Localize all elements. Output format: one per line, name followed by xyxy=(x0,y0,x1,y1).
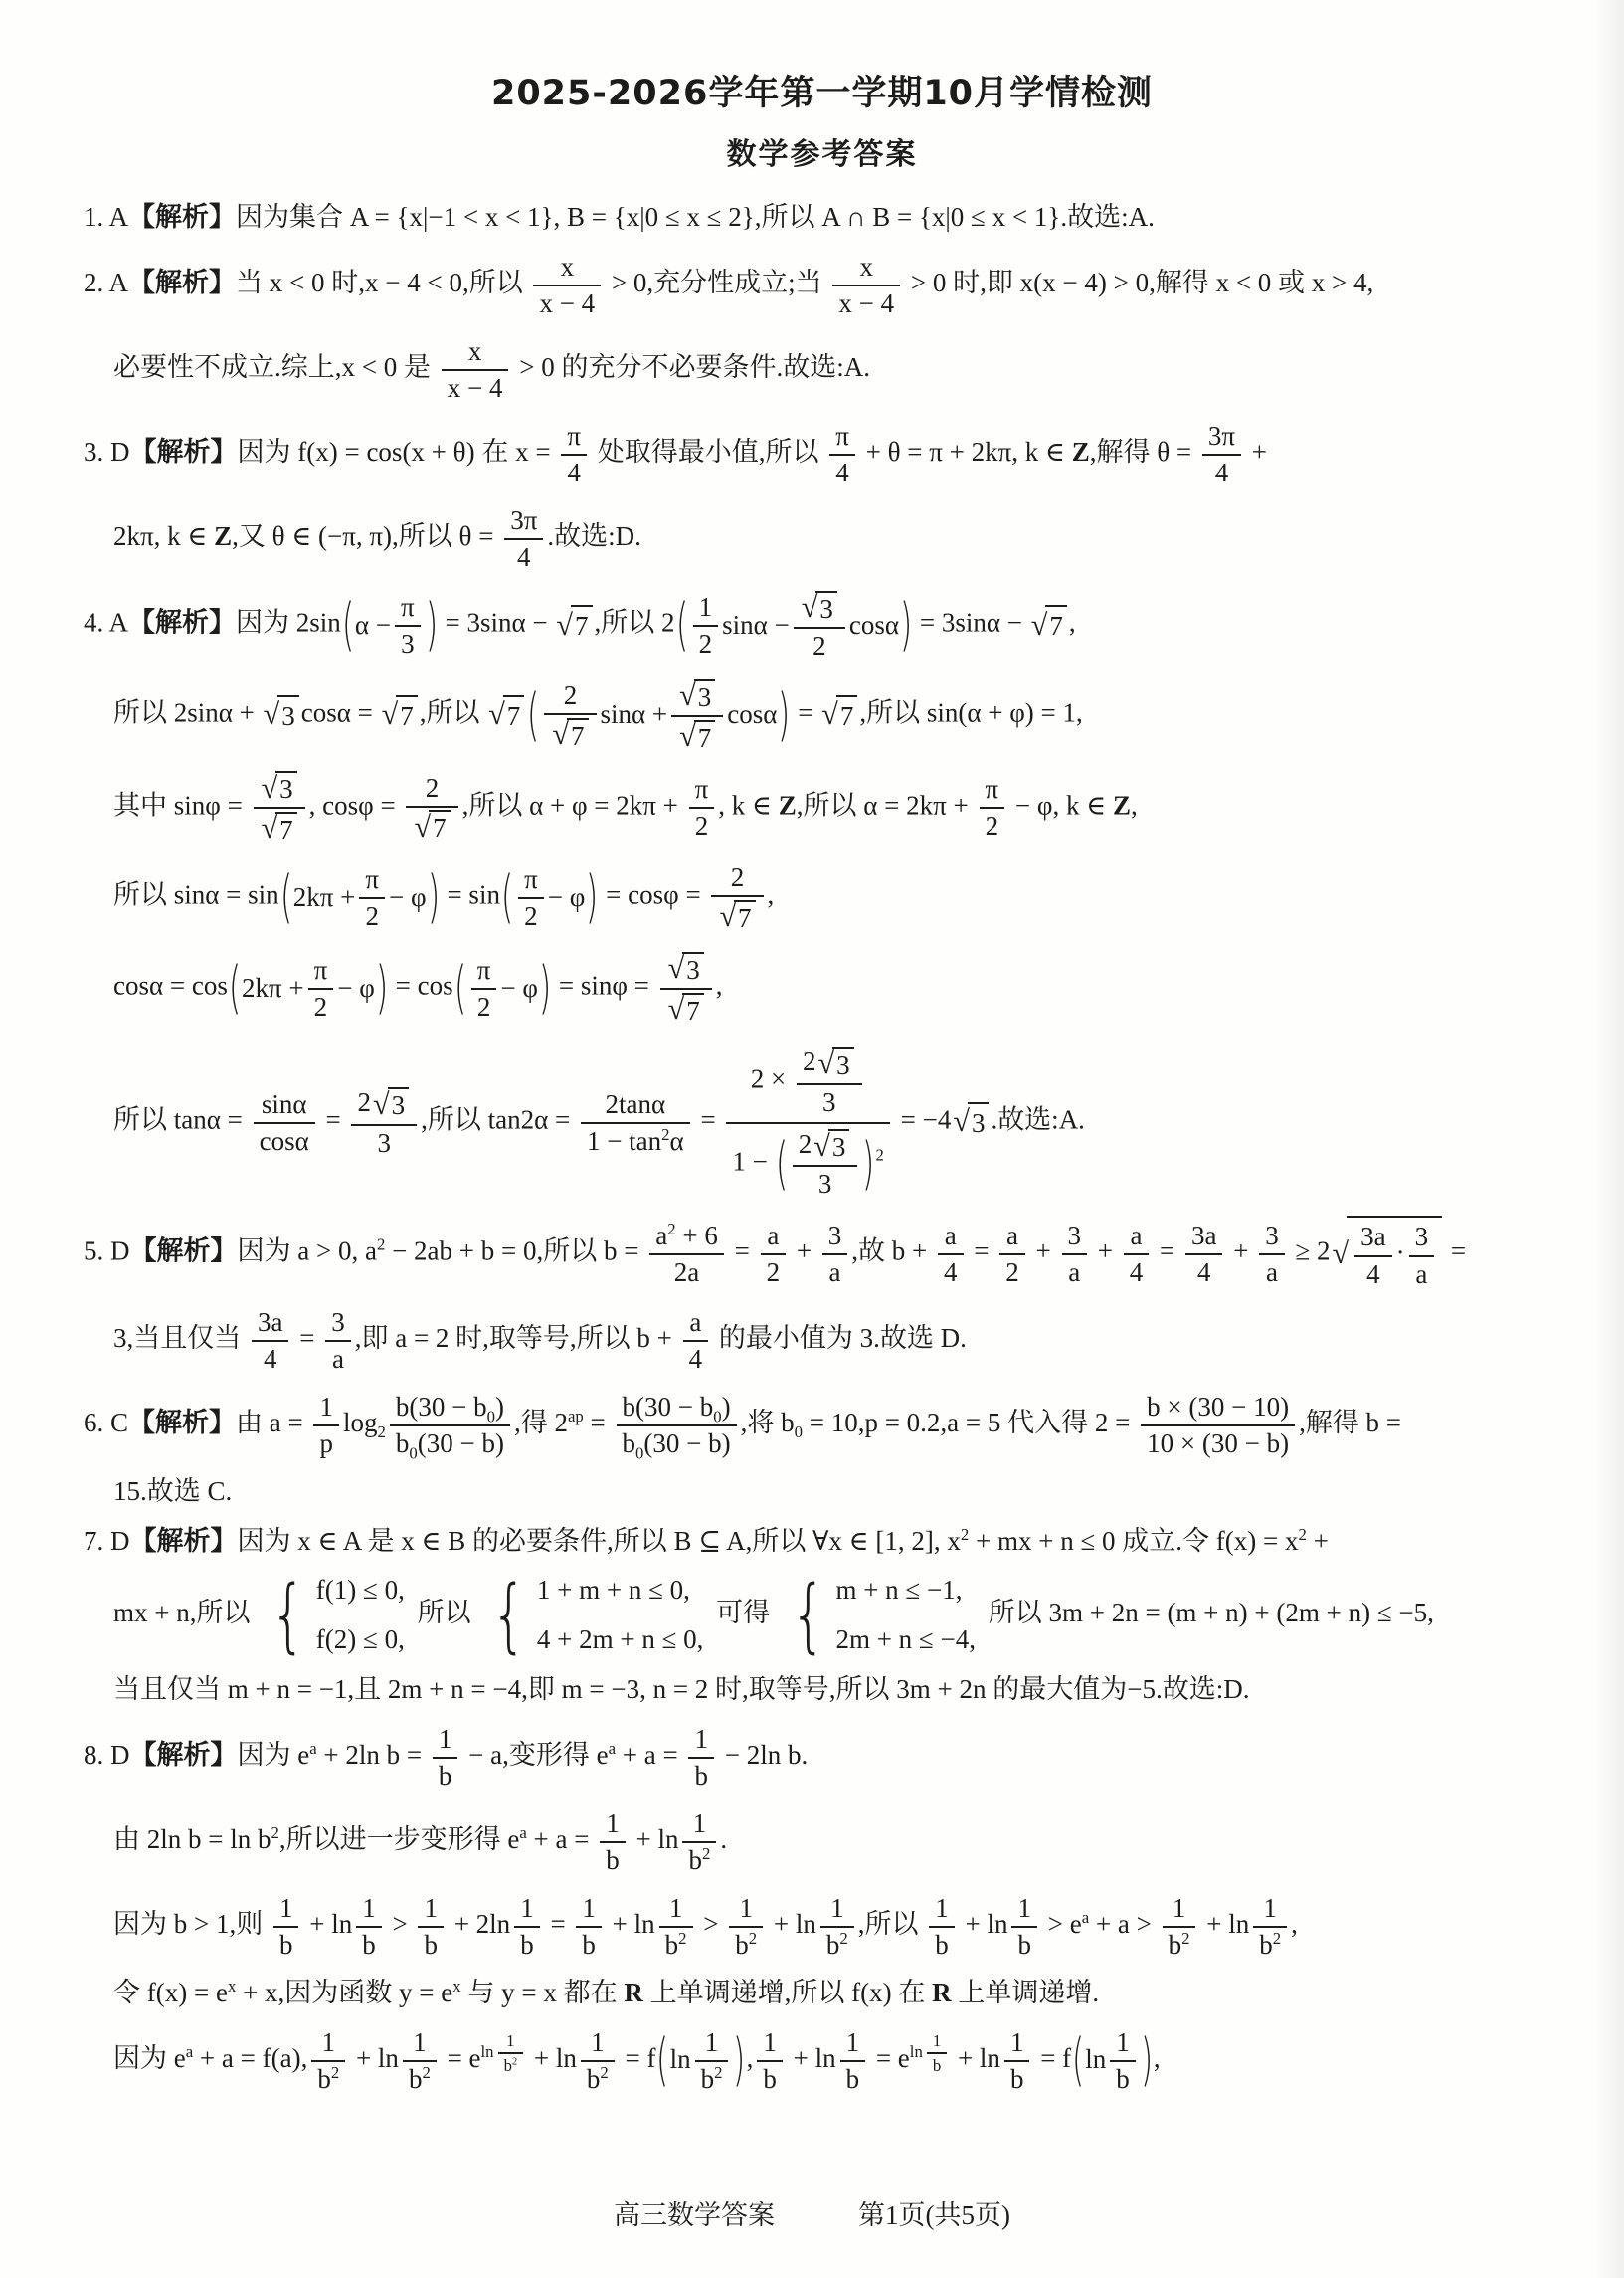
solution-line: 因为 b > 1,则 $\frac{1}{b}$ + ln $\frac{1}{b}$ > $\frac{1}{b}$ + 2ln $\frac{1}{b}$ = $\frac{1}{b}$ + ln $\frac{1}{b^2}$ > $\frac{1}{b^2}$ + ln $\frac{1}{b^2}$ ,所以 $\frac{1}{b}$ + ln $\frac{1}{b}$ > $e^a + a$ > $\frac{1}{b^2}$ + ln $\frac{1}{b^2}$ , xyxy=(113,1892,1298,1960)
solution-line: 5. D【解析】因为 a > 0, $a^2 - 2ab + b = 0$,所以 b = $\frac{a^2 + 6}{2a}$ = $\frac{a}{2}$ + $\frac{3}{a}$ ,故 b + $\frac{a}{4}$ = $\frac{a}{2}$ + $\frac{3}{a}$ + $\frac{a}{4}$ = $\frac{3a}{4}$ + $\frac{3}{a}$ ≥ 2 √ $\frac{3a}{4}$ · $\frac{3}{a}$ = xyxy=(84,1216,1560,1291)
solution-item-2 xyxy=(84,249,1560,406)
solution-line: 所以 tanα = $\frac{\sin\alpha}{\cos\alpha}$ = 2 √ 3 3 ,所以 tan2α = $\frac{2\tan\alpha}{1 - \tan^2\alpha}$ = 2 × 2 √ 3 3 1 − ( 2 √ 3 3 ) $^2$ = −4 √ 3 .故选:A. xyxy=(84,1041,1560,1205)
solution-line: 必要性不成立.综上,x < 0 是 $\frac{x}{x - 4}$ > 0 的充分不必要条件.故选:A. xyxy=(113,335,870,403)
solution-line: 1. A【解析】因为集合 A = {x|−1 < x < 1}, B = {x|0 ≤ x ≤ 2},所以 A ∩ B = {x|0 ≤ x < 1}.故选:A. xyxy=(84,202,1155,232)
solution-line: 3,当且仅当 $\frac{3a}{4}$ = $\frac{3}{a}$ ,即 a = 2 时,取等号,所以 b + $\frac{a}{4}$ 的最小值为 3.故选 D. xyxy=(113,1306,967,1374)
solution-line: 15.故选 C. xyxy=(113,1475,233,1506)
solution-line: 因为 $e^a + a = f(a)$, $\frac{1}{b^2}$ + ln $\frac{1}{b^2}$ = $e^{ln \frac{1}{b^2}}$ + ln $\frac{1}{b^2}$ = f ( ln 1 $b^2$ ) , $\frac{1}{b}$ + ln $\frac{1}{b}$ = $e^{ln \frac{1}{b}}$ + ln $\frac{1}{b}$ = f ( ln 1 b ) , xyxy=(113,2026,1161,2094)
solution-line: 由 2ln $b = \ln b^2$,所以进一步变形得 $e^a + a$ = $\frac{1}{b}$ + ln $\frac{1}{b^2}$ . xyxy=(113,1807,728,1875)
solution-line: 其中 sinφ = √ 3 √ 7 , cosφ = 2 √ 7 ,所以 α + φ = 2kπ + $\frac{\pi}{2}$ , k ∈ Z,所以 α = 2kπ + $\frac{\pi}{2}$ − φ, k ∈ Z, xyxy=(113,770,1138,846)
solution-line: 令 $f(x) = e^x + x$,因为函数 $y = e^x$ 与 y = x 都在 R 上单调递增,所以 f(x) 在 R 上单调递增. xyxy=(113,1977,1100,2008)
doc-subtitle: 数学参考答案 xyxy=(726,137,918,172)
solution-item-4 xyxy=(84,587,1560,1204)
solution-line: 8. D【解析】因为 $e^a + 2\ln$ b = $\frac{1}{b}$ − a,变形得 $e^a + a$ = $\frac{1}{b}$ − 2ln b. xyxy=(84,1723,809,1791)
solution-line: 6. C【解析】由 a = $\frac{1}{p}$ $\log_2$ $\frac{b(30 - b_0)}{b_0(30 - b)}$ ,得 $2^{ap}$ = $\frac{b(30 - b_0)}{b_0(30 - b)}$ ,将 $b_0 = 10,p = 0.2,a = 5$ 代入得 2 = $\frac{b \times (30 - 10)}{10 \times (30 - b)}$ ,解得 b = xyxy=(84,1391,1402,1463)
doc-title: 2025-2026学年第一学期10月学情检测 xyxy=(490,74,1154,113)
solution-line: cosα = cos ( 2kπ + π 2 − φ ) = cos ( π 2 − φ ) = sinφ = √ 3 √ 7 , xyxy=(113,951,723,1026)
solution-line: 2. A【解析】当 x < 0 时,x − 4 < 0,所以 $\frac{x}{x - 4}$ > 0,充分性成立;当 $\frac{x}{x - 4}$ > 0 时,即 x(x − 4) > 0,解得 x < 0 或 x > 4, xyxy=(84,251,1374,318)
solution-item-5 xyxy=(84,1216,1560,1376)
solution-line: 3. D【解析】因为 f(x) = cos(x + θ) 在 x = $\frac{\pi}{4}$ 处取得最小值,所以 $\frac{\pi}{4}$ + θ = π + 2kπ, k ∈ Z,解得 θ = $\frac{3\pi}{4}$ + xyxy=(84,420,1268,488)
solution-line: 4. A【解析】因为 2sin ( α − π 3 ) = 3sinα − √ 7 ,所以 2 ( 1 2 sinα − √ 3 2 cosα ) = 3sinα − √ 7 , xyxy=(84,590,1076,661)
solution-item-6 xyxy=(84,1389,1560,1511)
solution-line: mx + n,所以 { f(1) ≤ 0, f(2) ≤ 0, 所以 { 1 + m + n ≤ 0, 4 + 2m + n ≤ 0, 可得 { m + n ≤ −1, 2m + n ≤ −4, 所以 3m + 2n = (m + n) + (2m + n) ≤ −5, xyxy=(113,1568,1434,1662)
footer-page-number: 第1页(共5页) xyxy=(858,2200,1010,2230)
footer-doc-label: 高三数学答案 xyxy=(614,2200,775,2230)
solution-line: 所以 2sinα + √ 3 cosα = √ 7 ,所以 √ 7 ( 2 √ 7 sinα + √ 3 √ 7 cosα ) = √ 7 ,所以 sin(α + φ) = 1, xyxy=(113,677,1083,753)
page-footer xyxy=(0,2193,1624,2232)
solution-line: 7. D【解析】因为 x ∈ A 是 x ∈ B 的必要条件,所以 B ⊆ A,所以 ∀x ∈ [1, 2], $x^2$ + mx + n ≤ 0 成立.令 $f(x) = x^2$ + xyxy=(84,1524,1329,1556)
solution-item-3 xyxy=(84,418,1560,575)
solution-line: 所以 sinα = sin ( 2kπ + π 2 − φ ) = sin ( π 2 − φ ) = cosφ = 2 √ 7 , xyxy=(113,862,775,934)
solution-item-8 xyxy=(84,1721,1560,2097)
solution-line: 2kπ, k ∈ Z,又 θ ∈ (−π, π),所以 θ = $\frac{3\pi}{4}$ .故选:D. xyxy=(113,505,641,573)
solution-item-1 xyxy=(84,199,1560,237)
solution-line: 当且仅当 m + n = −1,且 2m + n = −4,即 m = −3, n = 2 时,取等号,所以 3m + 2n 的最大值为−5.故选:D. xyxy=(113,1673,1250,1704)
solution-item-7 xyxy=(84,1523,1560,1709)
solutions-list xyxy=(84,199,1560,2097)
